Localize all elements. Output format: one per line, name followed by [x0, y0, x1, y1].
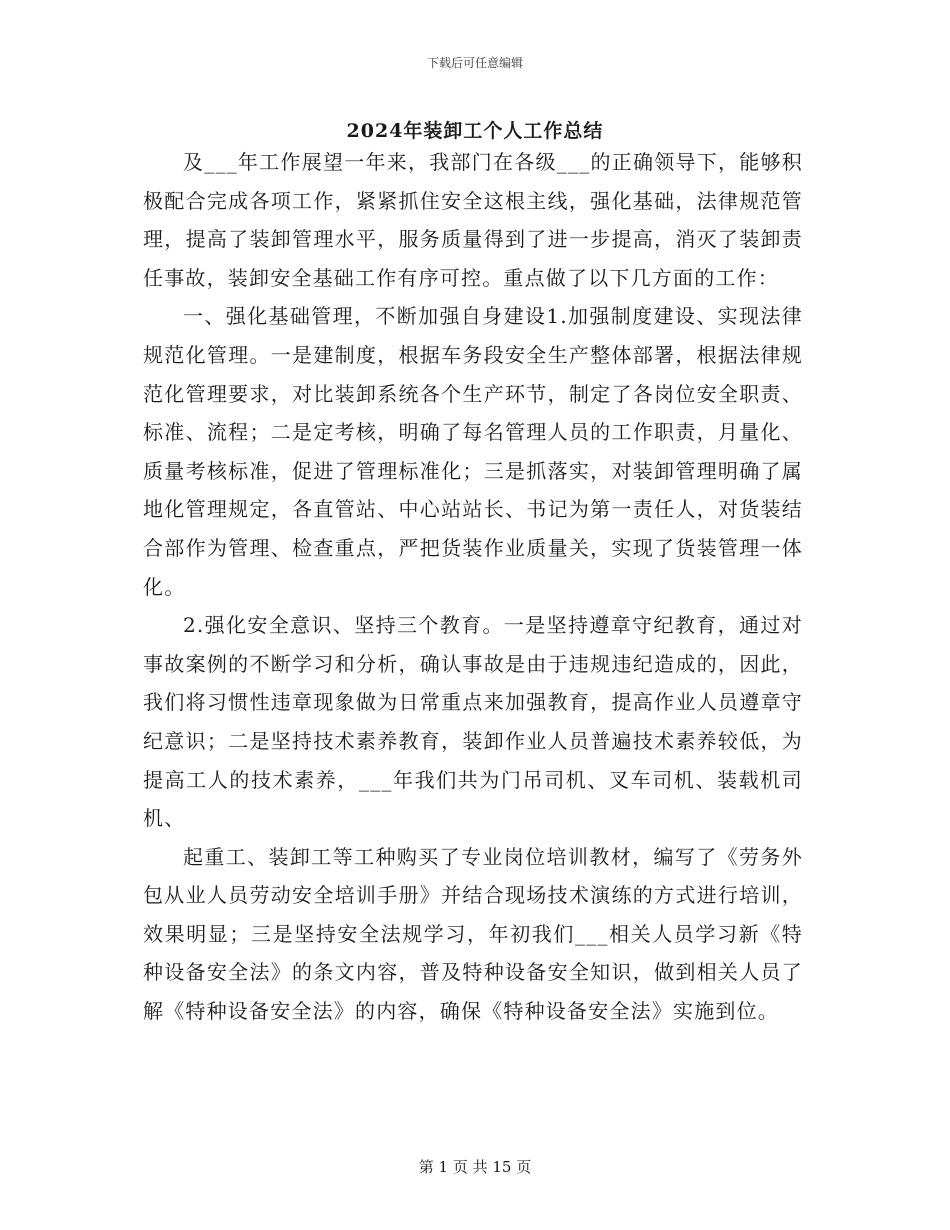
page-number: 第 1 页 共 15 页 [418, 1158, 532, 1176]
paragraph-section-1: 一、强化基础管理，不断加强自身建设1.加强制度建设、实现法律规范化管理。一是建制度，根据车务段安全生产整体部署，根据法律规范化管理要求，对比装卸系统各个生产环节，制定了各岗位安全职责、标准、流程；二是定考核，明确了每名管理人员的工作职责，月量化、质量考核标准，促进了管理标准化；三是抓落实，对装卸管理明确了属地化管理规定，各直管站、中心站站长、书记为第一责任人，对货装结合部作为管理、检查重点，严把货装作业质量关，实现了货装管理一体化。 [143, 304, 803, 599]
paragraph-section-2: 2.强化安全意识、坚持三个教育。一是坚持遵章守纪教育，通过对事故案例的不断学习和分析，确认事故是由于违规违纪造成的，因此，我们将习惯性违章现象做为日常重点来加强教育，提高作业人员遵章守纪意识；二是坚持技术素养教育，装卸作业人员普遍技术素养较低，为提高工人的技术素养，___年我们共为门吊司机、叉车司机、装载机司机、 [143, 613, 803, 831]
document-title: 2024年装卸工个人工作总结 [346, 120, 604, 142]
paragraph-intro: 及___年工作展望一年来，我部门在各级___的正确领导下，能够积极配合完成各项工作，紧紧抓住安全这根主线，强化基础，法律规范管理，提高了装卸管理水平，服务质量得到了进一步提高，消灭了装卸责任事故，装卸安全基础工作有序可控。重点做了以下几方面的工作： [143, 150, 803, 290]
document-body [143, 143, 803, 1031]
header-note: 下载后可任意编辑 [426, 56, 523, 70]
paragraph-section-3: 起重工、装卸工等工种购买了专业岗位培训教材，编写了《劳务外包从业人员劳动安全培训手册》并结合现场技术演练的方式进行培训，效果明显；三是坚持安全法规学习，年初我们___相关人员学习新《特种设备安全法》的条文内容，普及特种设备安全知识，做到相关人员了解《特种设备安全法》的内容，确保《特种设备安全法》实施到位。 [143, 844, 803, 1024]
